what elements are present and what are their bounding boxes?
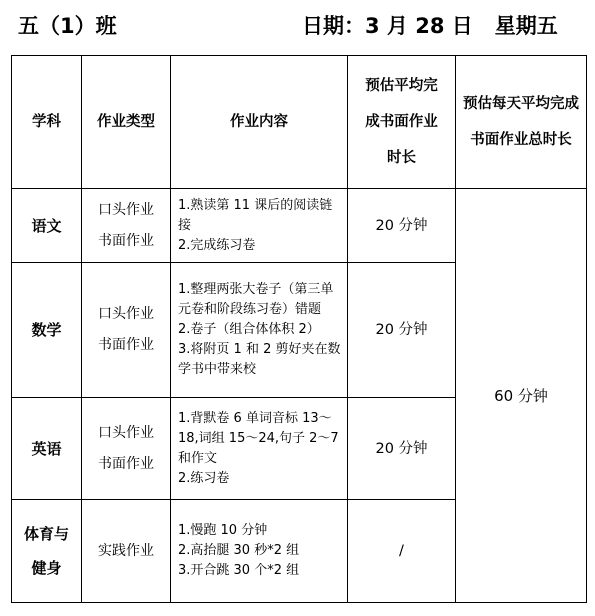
content-cell: 1.慢跑 10 分钟 2.高抬腿 30 秒*2 组 3.开合跳 30 个*2 组 bbox=[171, 500, 348, 603]
time-cell: / bbox=[348, 500, 456, 603]
table-row bbox=[12, 189, 587, 263]
time-cell: 20 分钟 bbox=[348, 263, 456, 398]
content-cell: 1.背默卷 6 单词音标 13～18,词组 15～24,句子 2～7 和作文 2.练习卷 bbox=[171, 398, 348, 500]
page-header bbox=[0, 0, 595, 50]
content-cell: 1.整理两张大卷子（第三单元卷和阶段练习卷）错题 2.卷子（组合体体积 2） 3.将附页 1 和 2 剪好夹在数学书中带来校 bbox=[171, 263, 348, 398]
table-header-row bbox=[12, 56, 587, 189]
content-cell: 1.熟读第 11 课后的阅读链接 2.完成练习卷 bbox=[171, 189, 348, 263]
weekday: 星期五 bbox=[494, 14, 558, 38]
header-estimated-time: 预估平均完 成书面作业 时长 bbox=[348, 56, 456, 189]
type-cell: 口头作业 书面作业 bbox=[82, 398, 171, 500]
homework-table bbox=[11, 55, 587, 603]
subject-cell: 体育与 健身 bbox=[12, 500, 82, 603]
subject-cell: 英语 bbox=[12, 398, 82, 500]
header-type: 作业类型 bbox=[82, 56, 171, 189]
subject-cell: 语文 bbox=[12, 189, 82, 263]
header-content: 作业内容 bbox=[171, 56, 348, 189]
time-cell: 20 分钟 bbox=[348, 398, 456, 500]
date: 日期：3 月 28 日 bbox=[302, 14, 473, 38]
class-title: 五（1）班 bbox=[18, 14, 117, 38]
type-cell: 口头作业 书面作业 bbox=[82, 189, 171, 263]
daily-total-cell: 60 分钟 bbox=[456, 189, 587, 603]
type-cell: 实践作业 bbox=[82, 500, 171, 603]
header-daily-total: 预估每天平均完成 书面作业总时长 bbox=[456, 56, 587, 189]
header-subject: 学科 bbox=[12, 56, 82, 189]
subject-cell: 数学 bbox=[12, 263, 82, 398]
time-cell: 20 分钟 bbox=[348, 189, 456, 263]
date-line bbox=[302, 10, 558, 40]
type-cell: 口头作业 书面作业 bbox=[82, 263, 171, 398]
